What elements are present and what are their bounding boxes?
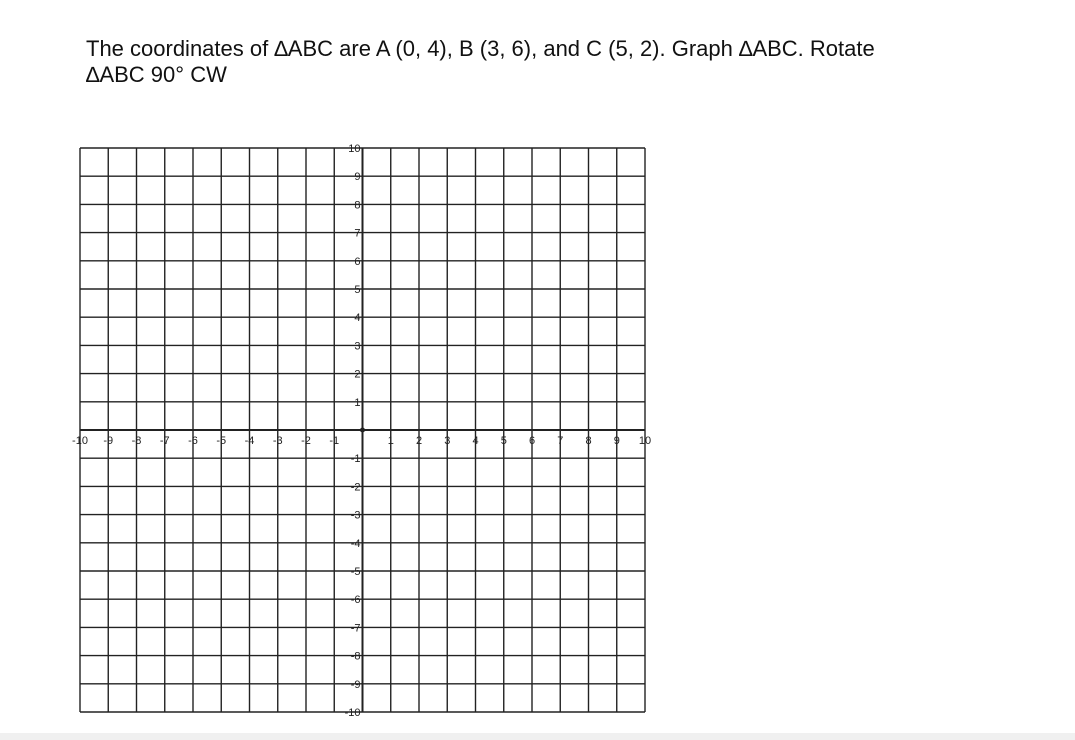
y-tick-label: -4 [350, 537, 361, 550]
x-tick-label: 2 [415, 435, 423, 447]
coordinate-grid[interactable] [60, 130, 680, 730]
y-tick-label: -10 [344, 707, 361, 719]
x-tick-label: 6 [528, 435, 536, 447]
y-tick-label: 4 [354, 312, 361, 325]
x-tick-label: -5 [216, 435, 227, 447]
y-tick-label: -8 [350, 650, 361, 663]
x-tick-label: 7 [557, 435, 564, 447]
y-tick-label: -7 [350, 622, 361, 635]
x-tick-label: 4 [472, 435, 479, 447]
x-tick-label: 10 [638, 435, 652, 447]
x-tick-label: -7 [159, 435, 170, 447]
x-tick-label: -3 [272, 435, 283, 447]
x-tick-label: -10 [72, 435, 88, 447]
y-tick-label: -6 [350, 594, 361, 607]
x-tick-label: 8 [585, 435, 592, 447]
x-tick-label: -4 [244, 435, 255, 447]
y-tick-label: -3 [350, 509, 361, 522]
x-tick-label: 5 [500, 435, 507, 447]
x-tick-label: -1 [329, 435, 340, 447]
x-tick-label: -2 [301, 435, 311, 447]
question-text [86, 36, 1046, 88]
y-tick-label: -2 [350, 481, 361, 494]
x-tick-label: 9 [613, 435, 620, 447]
y-tick-label: 5 [354, 284, 361, 296]
x-tick-label: -8 [131, 435, 142, 447]
y-tick-label: -5 [350, 566, 361, 578]
y-tick-label: 2 [354, 368, 361, 381]
page-bottom-bar [0, 733, 1075, 740]
y-tick-label: -9 [350, 678, 361, 691]
y-tick-label: 8 [354, 199, 361, 212]
x-tick-label: 3 [444, 435, 451, 447]
x-tick-label: -9 [103, 435, 114, 447]
y-tick-label: 7 [354, 227, 361, 240]
x-tick-label: -6 [188, 435, 198, 447]
y-tick-label: 1 [354, 396, 361, 409]
y-tick-label: 10 [348, 143, 361, 155]
y-tick-label: -1 [350, 453, 361, 466]
y-tick-label: 3 [354, 340, 361, 353]
y-tick-label: 9 [354, 171, 361, 184]
coordinate-plane-svg[interactable] [60, 130, 680, 730]
x-tick-label: 1 [387, 435, 394, 447]
question-line-2: ∆ABC 90° CW [86, 62, 227, 87]
origin-point [360, 428, 365, 433]
y-tick-label: 6 [354, 255, 361, 268]
question-line-1: The coordinates of ∆ABC are A (0, 4), B (3, 6), and C (5, 2). Graph ∆ABC. Rotate [86, 36, 875, 61]
